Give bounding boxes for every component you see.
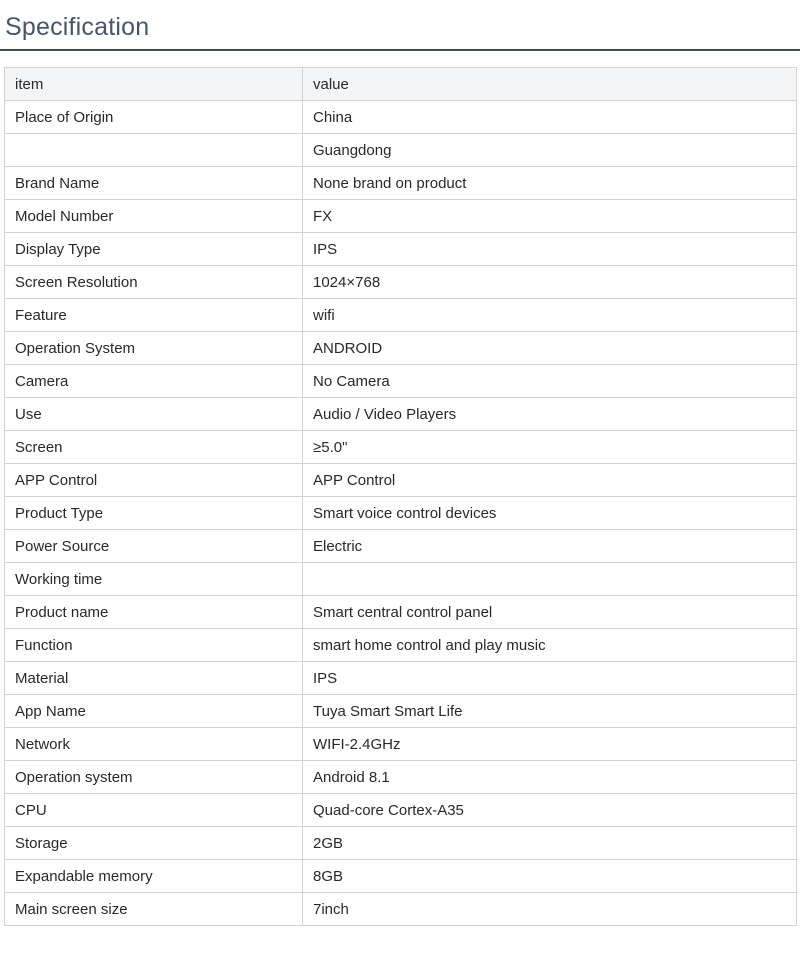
- table-row: [5, 794, 797, 827]
- table-row: [5, 695, 797, 728]
- table-row: [5, 629, 797, 662]
- value-cell: None brand on product: [303, 167, 797, 200]
- table-row: [5, 167, 797, 200]
- value-cell: WIFI-2.4GHz: [303, 728, 797, 761]
- item-cell: Network: [5, 728, 303, 761]
- item-cell: Model Number: [5, 200, 303, 233]
- value-cell: Smart voice control devices: [303, 497, 797, 530]
- value-cell: Tuya Smart Smart Life: [303, 695, 797, 728]
- value-cell: 7inch: [303, 893, 797, 926]
- item-cell: Camera: [5, 365, 303, 398]
- table-row: [5, 332, 797, 365]
- item-cell: Product Type: [5, 497, 303, 530]
- table-row: [5, 662, 797, 695]
- title-underline: [0, 49, 800, 51]
- page-title: Specification: [5, 13, 150, 41]
- table-row: [5, 233, 797, 266]
- table-row: [5, 530, 797, 563]
- item-cell: CPU: [5, 794, 303, 827]
- value-cell: [303, 563, 797, 596]
- value-cell: Smart central control panel: [303, 596, 797, 629]
- value-cell: IPS: [303, 233, 797, 266]
- table-row: [5, 827, 797, 860]
- item-cell: Use: [5, 398, 303, 431]
- value-cell: China: [303, 101, 797, 134]
- item-cell: Feature: [5, 299, 303, 332]
- table-row: [5, 431, 797, 464]
- table-row: [5, 563, 797, 596]
- value-cell: 2GB: [303, 827, 797, 860]
- specification-section: [0, 13, 800, 926]
- table-row: [5, 464, 797, 497]
- item-cell: Product name: [5, 596, 303, 629]
- item-cell: Storage: [5, 827, 303, 860]
- value-cell: ≥5.0": [303, 431, 797, 464]
- value-cell: APP Control: [303, 464, 797, 497]
- item-cell: Power Source: [5, 530, 303, 563]
- table-row: [5, 299, 797, 332]
- value-cell: Audio / Video Players: [303, 398, 797, 431]
- item-cell: Place of Origin: [5, 101, 303, 134]
- item-cell: Display Type: [5, 233, 303, 266]
- table-row: [5, 398, 797, 431]
- value-cell: No Camera: [303, 365, 797, 398]
- value-cell: wifi: [303, 299, 797, 332]
- item-cell: Brand Name: [5, 167, 303, 200]
- value-cell: FX: [303, 200, 797, 233]
- item-cell: Operation System: [5, 332, 303, 365]
- item-cell: [5, 134, 303, 167]
- value-cell: IPS: [303, 662, 797, 695]
- value-cell: ANDROID: [303, 332, 797, 365]
- item-cell: APP Control: [5, 464, 303, 497]
- table-row: [5, 596, 797, 629]
- table-row: [5, 266, 797, 299]
- value-cell: Electric: [303, 530, 797, 563]
- value-cell: Quad-core Cortex-A35: [303, 794, 797, 827]
- item-cell: Function: [5, 629, 303, 662]
- item-cell: Expandable memory: [5, 860, 303, 893]
- item-cell: Operation system: [5, 761, 303, 794]
- table-row: [5, 860, 797, 893]
- value-cell: Android 8.1: [303, 761, 797, 794]
- column-header-value: value: [303, 68, 797, 101]
- table-header-row: [5, 68, 797, 101]
- value-cell: 1024×768: [303, 266, 797, 299]
- item-cell: Material: [5, 662, 303, 695]
- item-cell: App Name: [5, 695, 303, 728]
- table-row: [5, 200, 797, 233]
- table-row: [5, 728, 797, 761]
- table-row: [5, 497, 797, 530]
- item-cell: Screen: [5, 431, 303, 464]
- item-cell: Main screen size: [5, 893, 303, 926]
- value-cell: 8GB: [303, 860, 797, 893]
- value-cell: smart home control and play music: [303, 629, 797, 662]
- table-row: [5, 134, 797, 167]
- table-row: [5, 893, 797, 926]
- table-row: [5, 761, 797, 794]
- value-cell: Guangdong: [303, 134, 797, 167]
- column-header-item: item: [5, 68, 303, 101]
- item-cell: Screen Resolution: [5, 266, 303, 299]
- item-cell: Working time: [5, 563, 303, 596]
- table-row: [5, 365, 797, 398]
- specification-table: [4, 67, 797, 926]
- table-row: [5, 101, 797, 134]
